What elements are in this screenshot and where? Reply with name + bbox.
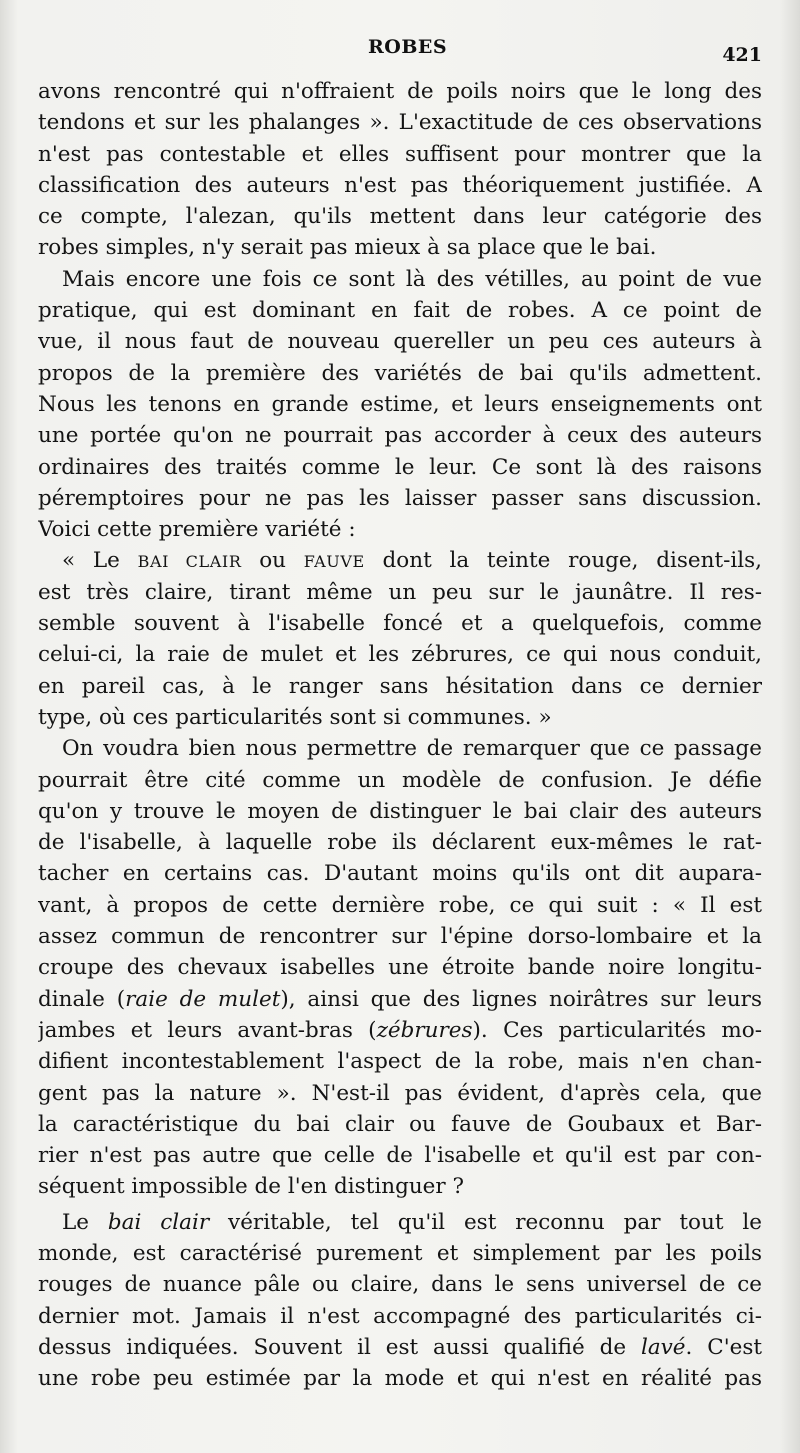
- text-line: jambes et leurs avant-bras (zébrures). Ces particularités mo-: [38, 1017, 762, 1043]
- text-line: ordinaires des traités comme le leur. Ce sont là des raisons: [38, 454, 762, 480]
- text-line: Nous les tenons en grande estime, et leurs enseignements ont: [38, 391, 762, 417]
- text-line: vant, à propos de cette dernière robe, ce qui suit : « Il est: [38, 892, 762, 918]
- text-line: Mais encore une fois ce sont là des vétilles, au point de vue: [62, 266, 762, 292]
- text-line: pourrait être cité comme un modèle de confusion. Je défie: [38, 767, 762, 793]
- text-line: séquent impossible de l'en distinguer ?: [38, 1174, 465, 1200]
- text-line: est très claire, tirant même un peu sur le jaunâtre. Il res-: [38, 579, 762, 605]
- text-line: tendons et sur les phalanges ». L'exactitude de ces observations: [38, 110, 762, 136]
- text-line: une portée qu'on ne pourrait pas accorder à ceux des auteurs: [38, 423, 762, 449]
- running-title: ROBES: [368, 36, 448, 58]
- text-line: semble souvent à l'isabelle foncé et a quelquefois, comme: [38, 611, 762, 637]
- text-line: croupe des chevaux isabelles une étroite bande noire longitu-: [38, 955, 762, 981]
- text-line: dessus indiquées. Souvent il est aussi qualifié de lavé. C'est: [38, 1334, 762, 1360]
- text-line: difient incontestablement l'aspect de la robe, mais n'en chan-: [38, 1049, 762, 1075]
- text-line: robes simples, n'y serait pas mieux à sa place que le bai.: [38, 235, 657, 261]
- text-line: « Le BAI CLAIR ou FAUVE dont la teinte rouge, disent-ils,: [62, 548, 762, 574]
- text-line: de l'isabelle, à laquelle robe ils déclarent eux-mêmes le rat-: [38, 830, 762, 856]
- text-line: classification des auteurs n'est pas théoriquement justifiée. A: [38, 172, 762, 198]
- text-line: propos de la première des variétés de bai qu'ils admettent.: [38, 360, 762, 386]
- page-header: [0, 32, 800, 66]
- text-line: avons rencontré qui n'offraient de poils noirs que le long des: [38, 79, 762, 104]
- text-line: gent pas la nature ». N'est-il pas évident, d'après cela, que: [38, 1080, 762, 1106]
- text-line: péremptoires pour ne pas les laisser passer sans discussion.: [38, 485, 762, 511]
- text-line: dinale (raie de mulet), ainsi que des lignes noirâtres sur leurs: [38, 986, 762, 1012]
- text-line: la caractéristique du bai clair ou fauve de Goubaux et Bar-: [38, 1111, 762, 1137]
- page-number: 421: [722, 44, 762, 66]
- text-line: rouges de nuance pâle ou claire, dans le sens universel de ce: [38, 1272, 762, 1298]
- text-line: pratique, qui est dominant en fait de robes. A ce point de: [38, 298, 762, 324]
- text-line: assez commun de rencontrer sur l'épine dorso-lombaire et la: [38, 924, 762, 950]
- text-line: une robe peu estimée par la mode et qui n'est en réalité pas: [38, 1366, 762, 1392]
- text-line: tacher en certains cas. D'autant moins qu'ils ont dit aupara-: [38, 861, 762, 887]
- text-line: rier n'est pas autre que celle de l'isabelle et qu'il est par con-: [38, 1143, 762, 1169]
- text-line: vue, il nous faut de nouveau quereller un peu ces auteurs à: [38, 329, 762, 355]
- text-line: Voici cette première variété :: [38, 517, 356, 543]
- text-line: Le bai clair véritable, tel qu'il est reconnu par tout le: [62, 1209, 762, 1235]
- text-line: ce compte, l'alezan, qu'ils mettent dans leur catégorie des: [38, 204, 762, 230]
- text-line: n'est pas contestable et elles suffisent pour montrer que la: [38, 141, 762, 167]
- text-line: en pareil cas, à le ranger sans hésitation dans ce dernier: [38, 673, 762, 699]
- text-line: qu'on y trouve le moyen de distinguer le bai clair des auteurs: [38, 798, 762, 824]
- text-line: type, où ces particularités sont si communes. »: [38, 704, 552, 730]
- text-line: celui-ci, la raie de mulet et les zébrures, ce qui nous conduit,: [38, 642, 762, 668]
- text-line: On voudra bien nous permettre de remarquer que ce passage: [62, 736, 762, 762]
- body-text: [38, 76, 762, 1394]
- text-line: monde, est caractérisé purement et simplement par les poils: [38, 1240, 762, 1266]
- text-line: dernier mot. Jamais il n'est accompagné des particularités ci-: [38, 1303, 762, 1329]
